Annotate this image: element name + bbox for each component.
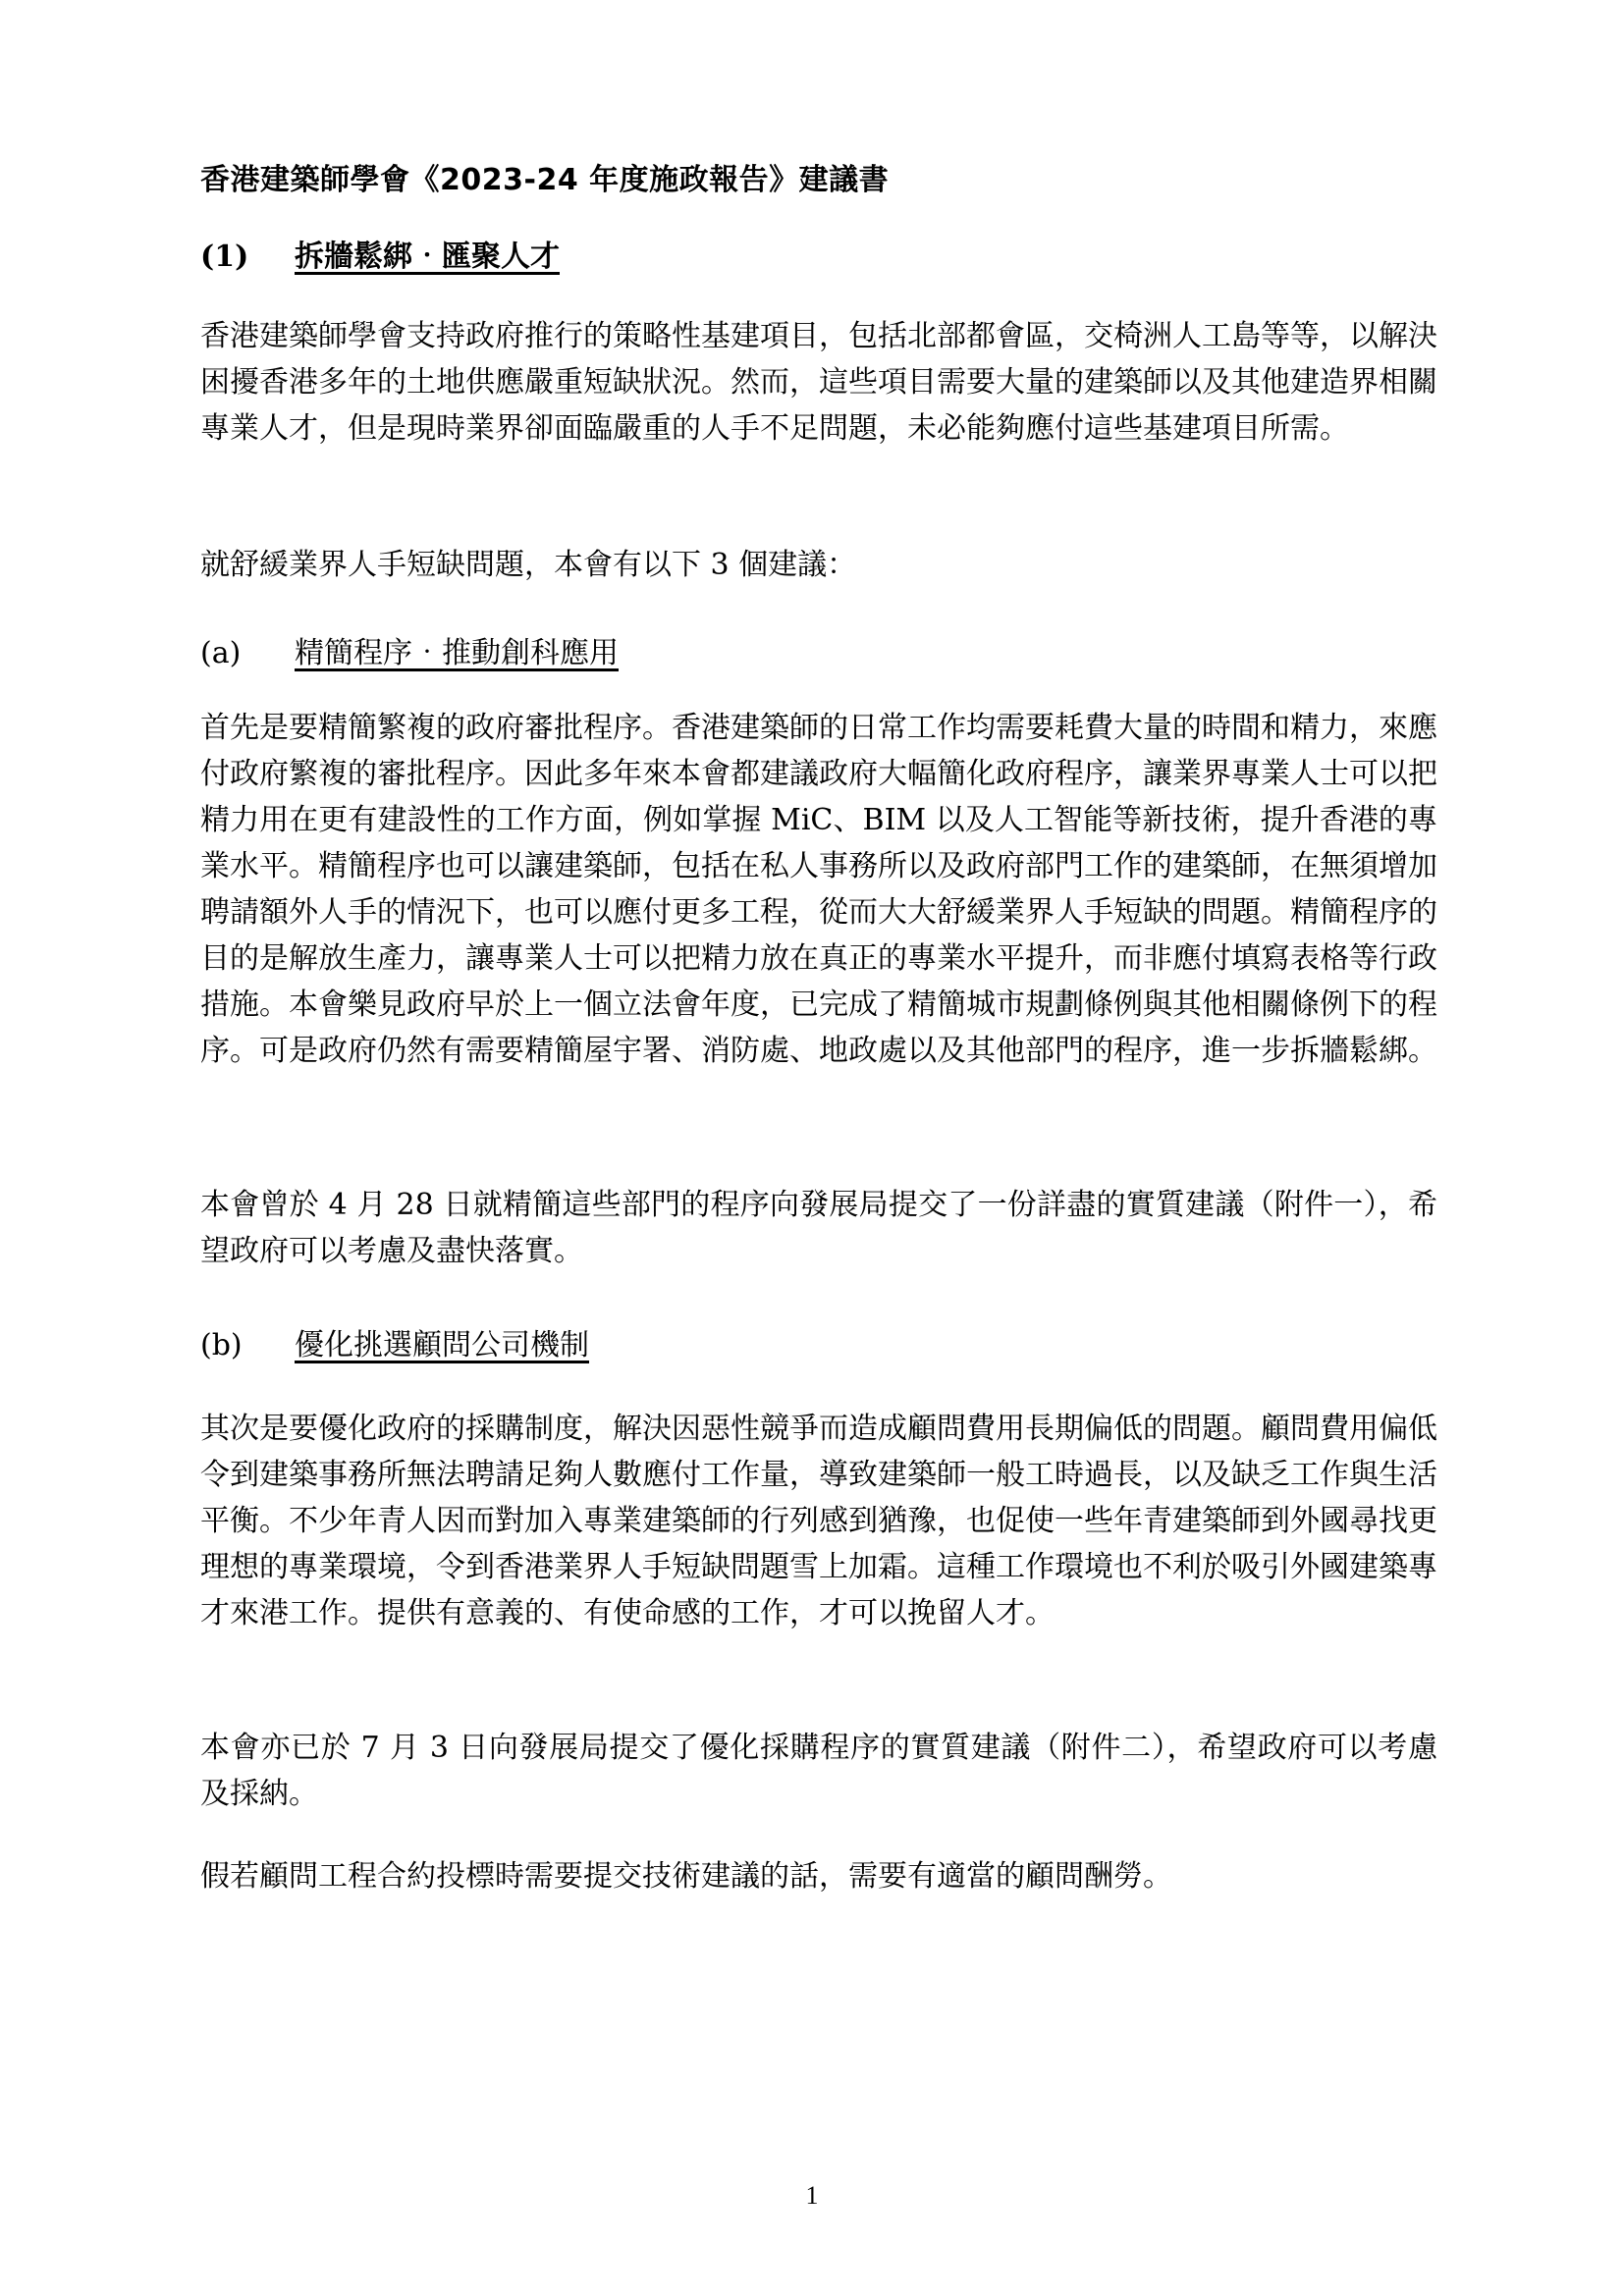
- subsection-b-paragraph-1: 其次是要優化政府的採購制度，解決因惡性競爭而造成顧問費用長期偏低的問題。顧問費用偏低令到建築事務所無法聘請足夠人數應付工作量，導致建築師一般工時過長，以及缺乏工作與生活平衡。不少年青人因而對加入專業建築師的行列感到猶豫，也促使一些年青建築師到外國尋找更理想的專業環境，令到香港業界人手短缺問題雪上加霜。這種工作環境也不利於吸引外國建築專才來港工作。提供有意義的、有使命感的工作，才可以挽留人才。: [200, 1412, 1437, 1630]
- subsection-b-label: (b): [200, 1328, 243, 1362]
- subsection-a-title: 精簡程序‧推動創科應用: [295, 636, 619, 670]
- subsection-a-heading: [200, 628, 619, 671]
- section-heading: [200, 232, 560, 275]
- subsection-a-paragraph-2: 本會曾於 4 月 28 日就精簡這些部門的程序向發展局提交了一份詳盡的實質建議（附件一），希望政府可以考慮及盡快落實。: [200, 1188, 1437, 1268]
- subsection-a-paragraph-1: 首先是要精簡繁複的政府審批程序。香港建築師的日常工作均需要耗費大量的時間和精力，來應付政府繁複的審批程序。因此多年來本會都建議政府大幅簡化政府程序，讓業界專業人士可以把精力用在更有建設性的工作方面，例如掌握 MiC、BIM 以及人工智能等新技術，提升香港的專業水平。精簡程序也可以讓建築師，包括在私人事務所以及政府部門工作的建築師，在無須增加聘請額外人手的情況下，也可以應付更多工程，從而大大舒緩業界人手短缺的問題。精簡程序的目的是解放生產力，讓專業人士可以把精力放在真正的專業水平提升，而非應付填寫表格等行政措施。本會樂見政府早於上一個立法會年度，已完成了精簡城市規劃條例與其他相關條例下的程序。可是政府仍然有需要精簡屋宇署、消防處、地政處以及其他部門的程序，進一步拆牆鬆綁。: [200, 711, 1437, 1068]
- section-number: (1): [200, 240, 249, 274]
- page-number: 1: [805, 2181, 819, 2210]
- subsection-a-label: (a): [200, 636, 242, 670]
- subsection-b-title: 優化挑選顧問公司機制: [295, 1328, 589, 1362]
- lead-paragraph: 就舒緩業界人手短缺問題，本會有以下 3 個建議：: [200, 548, 857, 582]
- subsection-b-paragraph-2: 本會亦已於 7 月 3 日向發展局提交了優化採購程序的實質建議（附件二），希望政府可以考慮及採納。: [200, 1731, 1437, 1811]
- subsection-b-heading: [200, 1320, 589, 1363]
- intro-paragraph: 香港建築師學會支持政府推行的策略性基建項目，包括北部都會區，交椅洲人工島等等，以解決困擾香港多年的土地供應嚴重短缺狀況。然而，這些項目需要大量的建築師以及其他建造界相關專業人才，但是現時業界卻面臨嚴重的人手不足問題，未必能夠應付這些基建項目所需。: [200, 319, 1437, 446]
- section-title: 拆牆鬆綁‧匯聚人才: [295, 240, 560, 274]
- subsection-b-paragraph-3: 假若顧問工程合約投標時需要提交技術建議的話，需要有適當的顧問酬勞。: [200, 1859, 1172, 1894]
- document-title: 香港建築師學會《2023-24 年度施政報告》建議書: [200, 163, 890, 197]
